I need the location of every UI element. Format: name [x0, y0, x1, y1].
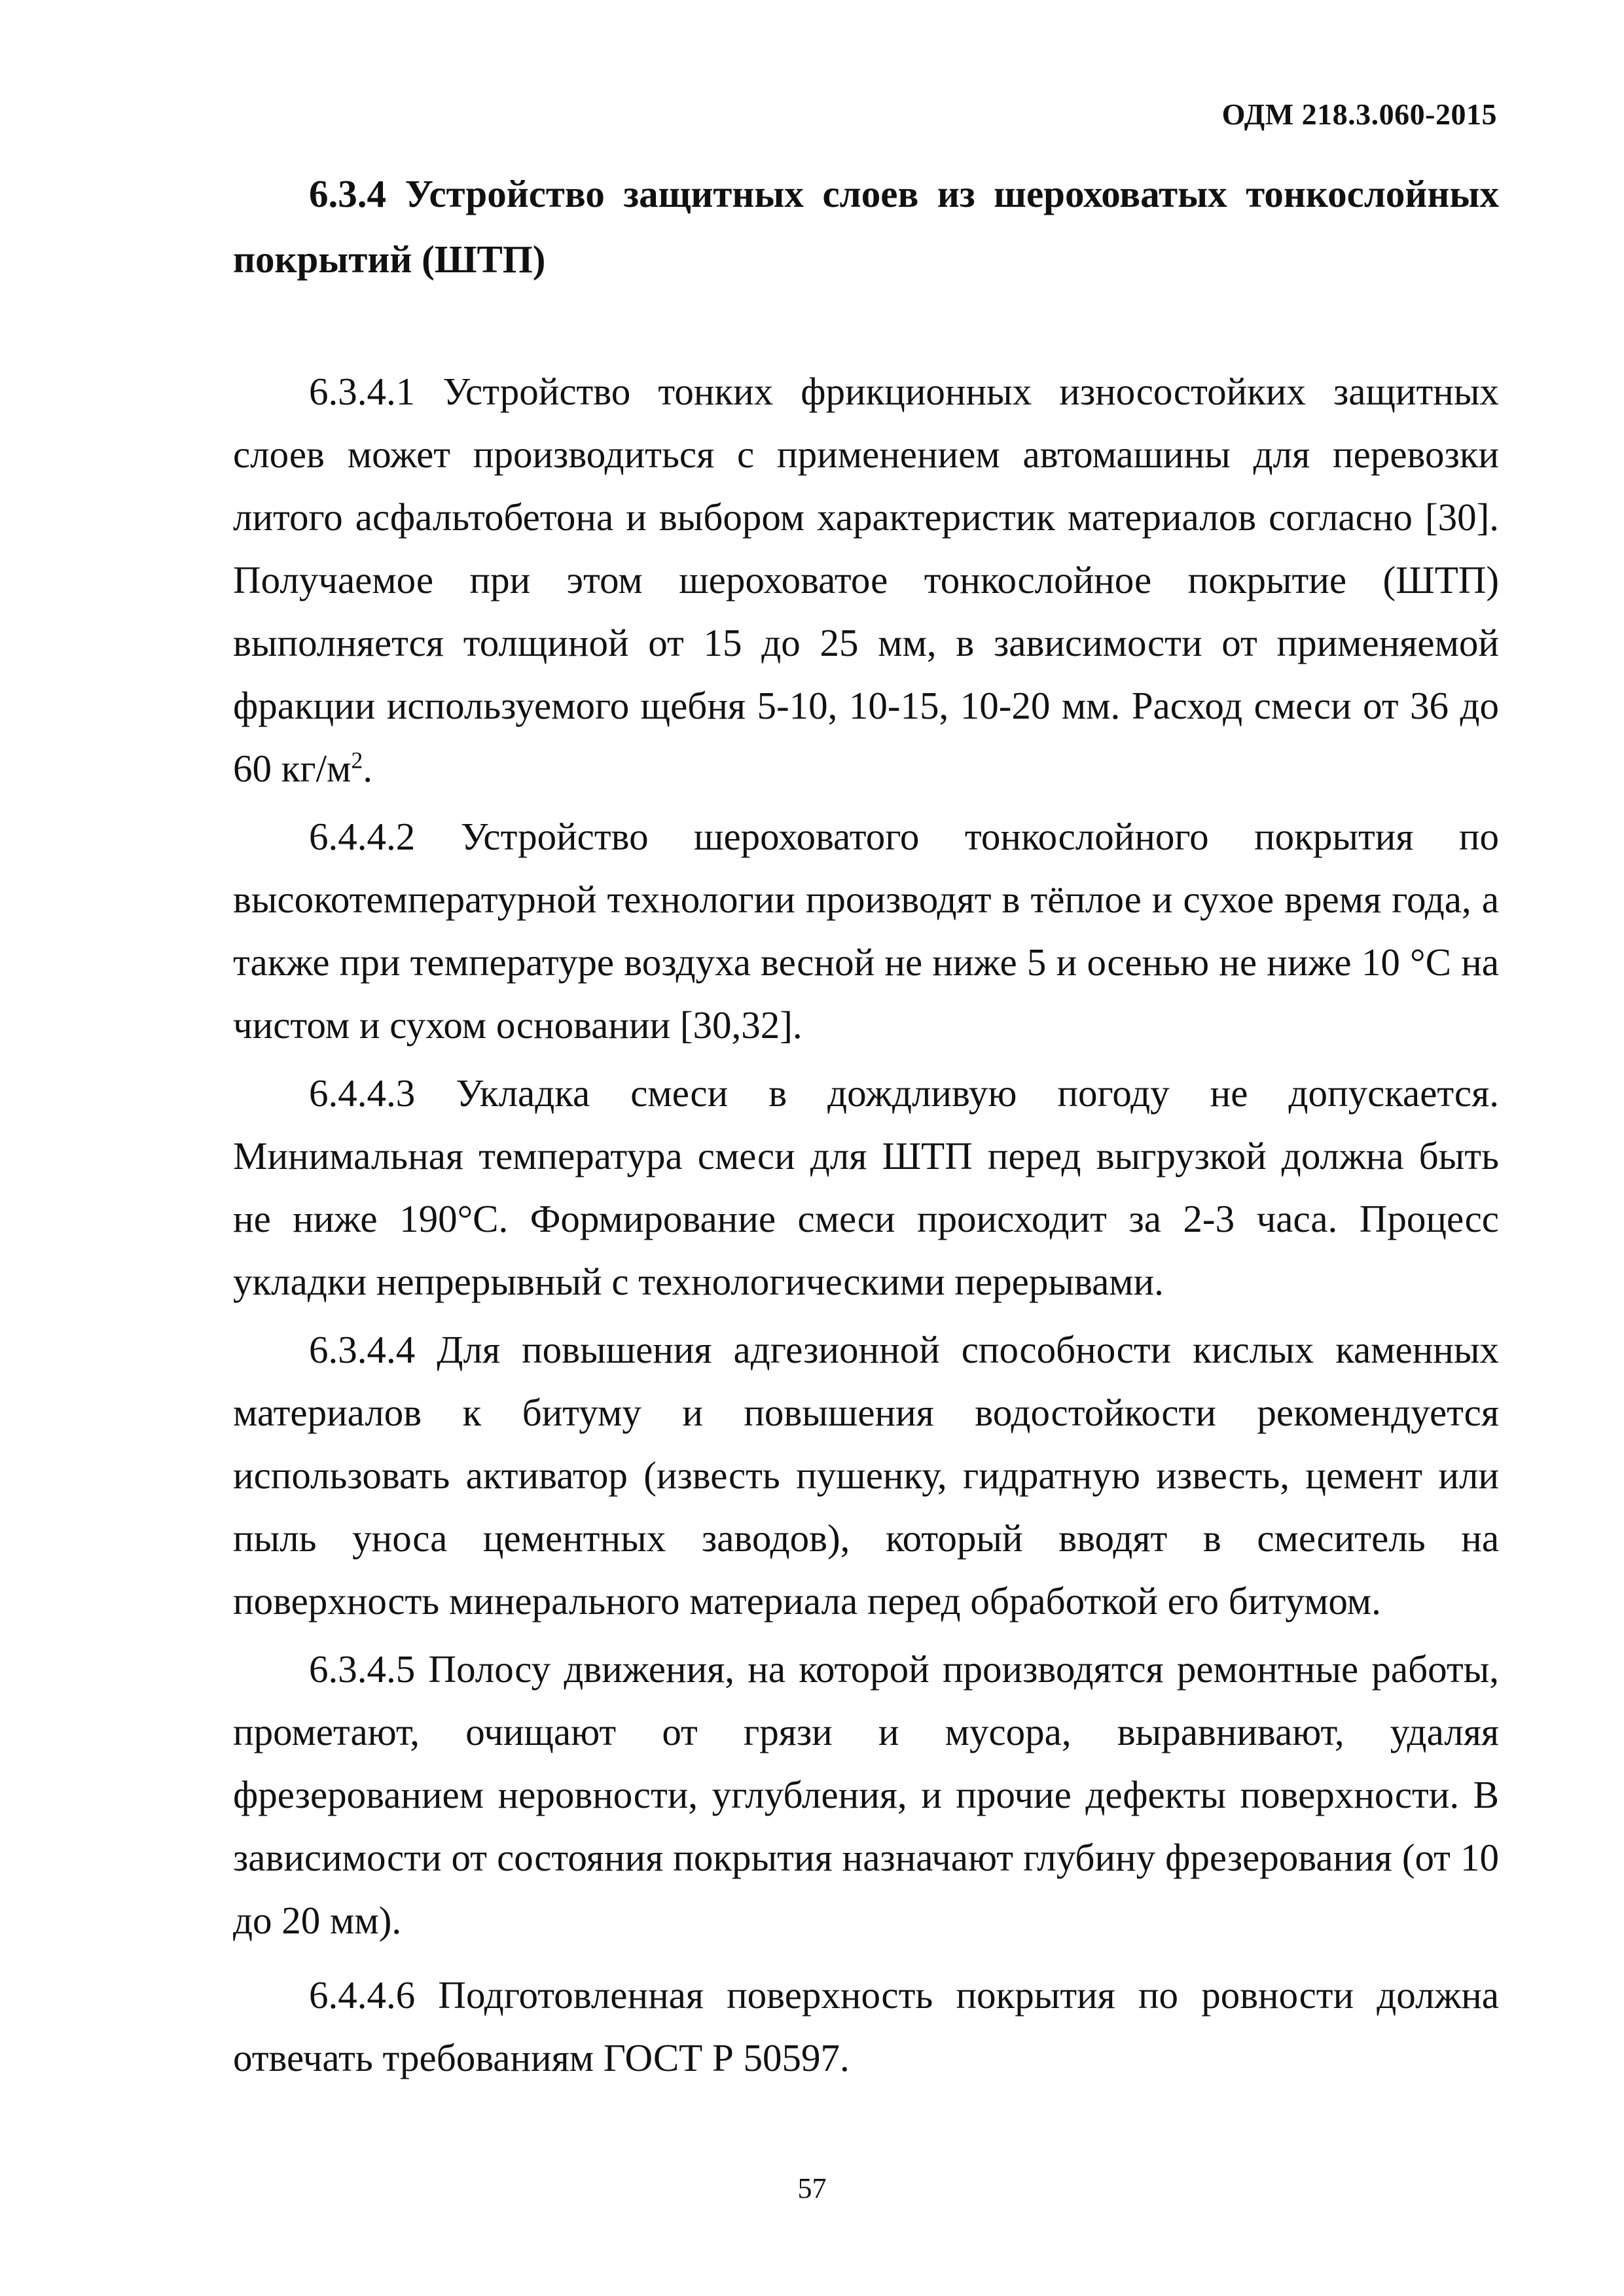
paragraph-6-3-4-4: 6.3.4.4 Для повышения адгезионной способности кислых каменных материалов к битуму и повышения водостойкости рекомендуется использовать активатор (известь пушенку, гидратную известь, цемент или пыль уноса цементных заводов), который вводят в смеситель на поверхность минерального материала перед обработкой его битумом. — [233, 1328, 1499, 1623]
paragraph-6-3-4-1 — [233, 360, 1499, 800]
page-content — [233, 161, 1499, 2089]
paragraph-6-3-4-1-text: 6.3.4.1 Устройство тонких фрикционных износостойких защитных слоев может производиться с применением автомашины для перевозки литого асфальтобетона и выбором характеристик материалов согласно [30]. Получаемое при этом шероховатое тонкослойное покрытие (ШТП) выполняется толщиной от 15 до 25 мм, в зависимости от применяемой фракции используемого щебня 5-10, 10-15, 10-20 мм. Расход смеси от 36 до 60 кг/м — [233, 370, 1499, 790]
superscript-squared: 2 — [351, 747, 363, 774]
paragraph-6-3-4-1-end: . — [363, 747, 373, 790]
paragraph-6-4-4-3: 6.4.4.3 Укладка смеси в дождливую погоду не допускается. Минимальная температура смеси для ШТП перед выгрузкой должна быть не ниже 190°С. Формирование смеси происходит за 2-3 часа. Процесс укладки непрерывный с технологическими перерывами. — [233, 1071, 1499, 1303]
page-number: 57 — [797, 2172, 827, 2204]
paragraph-6-3-4-5: 6.3.4.5 Полосу движения, на которой производятся ремонтные работы, прометают, очищают от грязи и мусора, выравнивают, удаляя фрезерованием неровности, углубления, и прочие дефекты поверхности. В зависимости от состояния покрытия назначают глубину фрезерования (от 10 до 20 мм). — [233, 1647, 1499, 1942]
paragraph-6-4-4-2: 6.4.4.2 Устройство шероховатого тонкослойного покрытия по высокотемпературной технологии производят в тёплое и сухое время года, а также при температуре воздуха весной не ниже 5 и осенью не ниже 10 °С на чистом и сухом основании [30,32]. — [233, 815, 1499, 1047]
document-code-header: ОДМ 218.3.060-2015 — [1221, 98, 1497, 131]
paragraph-6-4-4-6: 6.4.4.6 Подготовленная поверхность покрытия по ровности должна отвечать требованиям ГОСТ Р 50597. — [233, 1973, 1499, 2079]
section-title: 6.3.4 Устройство защитных слоев из шероховатых тонкослойных покрытий (ШТП) — [233, 172, 1499, 281]
